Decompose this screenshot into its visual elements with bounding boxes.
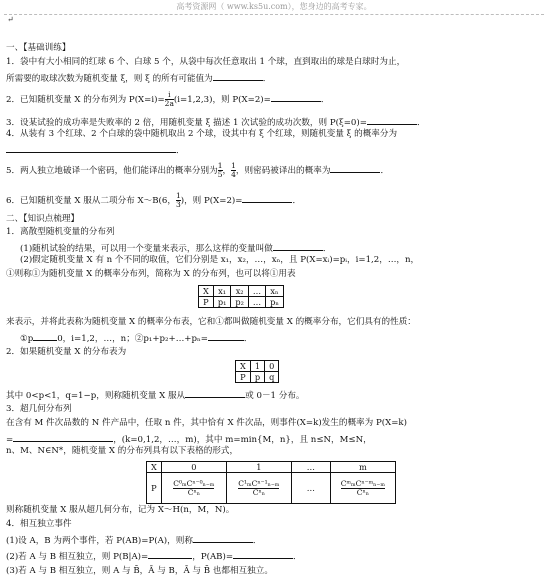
table-row: [236, 372, 279, 383]
knowledge-4-title: 4．相互独立事件: [6, 519, 72, 529]
table-cell: X: [236, 361, 251, 372]
table-cell: X: [199, 286, 214, 297]
question-2-text-b: (i=1,2,3)，则 P(X=2)=: [173, 95, 271, 105]
knowledge-4-item-3: (3)若 A 与 B 相互独立，则 A 与 B̄，Ā 与 B，Ā 与 B̄ 也都相互独立。: [6, 566, 273, 576]
knowledge-2-title: 2．如果随机变量 X 的分布表为: [6, 347, 127, 357]
section-1-title: 一、【基础训练】: [6, 43, 71, 53]
table-cell: p₂: [231, 297, 249, 308]
table-cell: …: [291, 462, 330, 473]
knowledge-3-title: 3．超几何分布列: [6, 404, 72, 414]
knowledge-1-item-1-text: (1)随机试验的结果，可以用一个变量来表示，那么这样的变量叫做: [20, 244, 273, 254]
fraction-denominator: Cⁿₙ: [356, 487, 369, 497]
question-4-line-b: ．: [6, 143, 542, 157]
knowledge-1-item-4: 来表示，并将此表称为随机变量 X 的概率分布表，它和①都叫做随机变量 X 的概率分布，它们具有的性质：: [6, 317, 416, 327]
fraction-numerator: 1: [175, 191, 181, 200]
fraction-denominator: Cⁿₙ: [187, 487, 200, 497]
answer-blank[interactable]: [185, 388, 245, 398]
table-cell: X: [147, 462, 162, 473]
knowledge-4-item-2-text-b: ，P(AB)=: [192, 552, 234, 562]
table-cell: m: [330, 462, 395, 473]
knowledge-4-item-1-text: (1)设 A，B 为两个事件，若 P(AB)=P(A)，则称: [6, 536, 193, 546]
property-2-text: 0，i=1,2，…，n；②p₁+p₂+…+pₙ=: [57, 334, 208, 344]
knowledge-1-title: 1．离散型随机变量的分布列: [6, 227, 115, 237]
fraction-numerator: 1: [231, 161, 236, 170]
knowledge-3-eq: =: [6, 435, 14, 445]
table-row: [147, 462, 396, 473]
hypergeometric-fraction: [173, 480, 214, 497]
fraction-denominator: 4: [231, 170, 236, 179]
fraction-numerator: CᵐₘCⁿ⁻ᵐₙ₋ₘ: [340, 478, 385, 488]
table-cell: x₂: [231, 286, 249, 297]
knowledge-3-line-a: 在含有 M 件次品数的 N 件产品中，任取 n 件，其中恰有 X 件次品，则事件(X=k)发生的概率为 P(X=k): [6, 418, 407, 428]
fraction-numerator: C¹ₘCⁿ⁻¹ₙ₋ₘ: [238, 478, 280, 488]
question-3-text: 3．设某试验的成功率是失败率的 2 倍，用随机变量 ξ 描述 1 次试验的成功次数，则 P(ξ=0)=: [6, 118, 367, 128]
table-cell: xₙ: [266, 286, 284, 297]
fraction-denominator: Cⁿₙ: [252, 487, 265, 497]
knowledge-1-item-1: (1)随机试验的结果，可以用一个变量来表示，那么这样的变量叫做 ．: [20, 241, 542, 255]
table-cell: …: [248, 297, 265, 308]
question-5-text-b: ，则密码被译出的概率为: [235, 166, 331, 176]
answer-blank[interactable]: [273, 241, 323, 251]
knowledge-4-item-1: (1)设 A，B 为两个事件，若 P(AB)=P(A)，则称 ．: [6, 533, 542, 547]
property-1-text: ①p: [20, 334, 34, 344]
fraction-numerator: 1: [217, 161, 223, 170]
question-1-line-a: 1．袋中有大小相同的红球 6 个、白球 5 个，从袋中每次任意取出 1 个球，直到取出的球是白球时为止，: [6, 57, 406, 67]
table-cell: …: [248, 286, 265, 297]
table-cell: …: [291, 473, 330, 504]
return-icon: ↵: [7, 15, 14, 24]
knowledge-2-text: [6, 388, 542, 402]
table-row: [147, 473, 396, 504]
question-5-text-a: 5．两人独立地破译一个密码，他们能译出的概率分别为: [6, 166, 218, 176]
fraction-denominator: 3: [175, 200, 181, 209]
answer-blank[interactable]: [193, 533, 253, 543]
knowledge-4-item-2: (2)若 A 与 B 相互独立，则 P(B|A)= ，P(AB)= ．: [6, 549, 542, 563]
table-cell: pₙ: [266, 297, 284, 308]
question-6: 6．已知随机变量 X 服从二项分布 X～B(6， $\frac{1}{3}$ )，则 P(X=2)= ．: [6, 191, 302, 209]
answer-blank[interactable]: [367, 115, 417, 125]
table-row: [236, 361, 279, 372]
knowledge-3-line-d: n、M、N∈N*，随机变量 X 的分布列具有以下表格的形式，: [6, 446, 239, 456]
knowledge-1-properties: ①p 0，i=1,2，…，n；②p₁+p₂+…+pₙ= ．: [20, 331, 542, 345]
knowledge-1-item-2: (2)假定随机变量 X 有 n 个不同的取值，它们分别是 x₁，x₂，…，xₙ，且 P(X=xᵢ)=pᵢ，i=1,2，…，n，: [20, 255, 420, 265]
knowledge-1-item-3: ①则称①为随机变量 X 的概率分布列，简称为 X 的分布列，也可以将①用表: [6, 269, 296, 279]
question-4-line-a: 4．从装有 3 个红球、2 个白球的袋中随机取出 2 个球，设其中有 ξ 个红球，则随机变量 ξ 的概率分为: [6, 129, 398, 139]
table-cell: P: [236, 372, 251, 383]
question-3: 3．设某试验的成功率是失败率的 2 倍，用随机变量 ξ 描述 1 次试验的成功次数，则 P(ξ=0)= ．: [6, 115, 542, 129]
knowledge-4-item-2-text-a: (2)若 A 与 B 相互独立，则 P(B|A)=: [6, 552, 149, 562]
question-1-line-b: 所需要的取球次数为随机变量 ξ，则 ξ 的所有可能值为 ．: [6, 71, 542, 85]
answer-blank[interactable]: [208, 331, 244, 341]
table-row: [199, 297, 284, 308]
question-1-text: 所需要的取球次数为随机变量 ξ，则 ξ 的所有可能值为: [6, 74, 213, 84]
fraction-numerator: C⁰ₘCⁿ⁻⁰ₙ₋ₘ: [173, 478, 215, 488]
table-cell: 1: [250, 361, 264, 372]
distribution-table-2: [235, 360, 279, 383]
question-6-text-b: )，则 P(X=2)=: [180, 196, 243, 206]
header-watermark: 高考资源网（ www.ks5u.com），您身边的高考专家。: [4, 0, 544, 15]
table-cell: P: [147, 473, 162, 504]
answer-blank[interactable]: [271, 92, 321, 102]
hypergeometric-fraction: [341, 480, 385, 497]
table-cell: 0: [265, 361, 279, 372]
table-cell: q: [265, 372, 279, 383]
answer-blank[interactable]: [233, 549, 293, 559]
fraction-numerator: i: [165, 91, 174, 100]
knowledge-3-text-c: ，(k=0,1,2，…，m)，其中 m=min{M，n}，且 n≤N，M≤N，: [113, 435, 372, 445]
table-row: [199, 286, 284, 297]
answer-blank[interactable]: [13, 432, 113, 442]
knowledge-2-text-a: 其中 0<p<1，q=1−p，则称随机变量 X 服从: [6, 391, 186, 401]
question-6-text-a: 6．已知随机变量 X 服从二项分布 X～B(6，: [6, 196, 176, 206]
table-cell: P: [199, 297, 214, 308]
fraction-i-over-2a: [165, 91, 174, 108]
table-cell: p₁: [213, 297, 231, 308]
distribution-table-1: [198, 285, 284, 308]
answer-blank[interactable]: [33, 331, 57, 341]
knowledge-3-conclusion: 则称随机变量 X 服从超几何分布，记为 X～H(n，M，N)。: [6, 505, 235, 515]
table-cell: [161, 473, 226, 504]
fraction-denominator: 2a: [164, 99, 174, 108]
section-2-title: 二、【知识点梳理】: [6, 214, 80, 224]
answer-blank[interactable]: [6, 143, 176, 153]
table-cell: [226, 473, 291, 504]
hypergeometric-table: [146, 461, 396, 504]
question-2: 2．已知随机变量 X 的分布列为 P(X=i)= $\frac{i}{2a}$ (i=1,2,3)，则 P(X=2)= ．: [6, 90, 330, 108]
knowledge-3-line-b: [6, 432, 542, 446]
table-cell: 0: [161, 462, 226, 473]
answer-blank[interactable]: [213, 71, 263, 81]
fraction-1-5: [218, 162, 223, 179]
knowledge-2-text-b: 或 0－1 分布。: [245, 391, 305, 401]
table-cell: x₁: [213, 286, 231, 297]
hypergeometric-fraction: [238, 480, 279, 497]
table-cell: p: [250, 372, 264, 383]
fraction-denominator: 5: [217, 170, 223, 179]
answer-blank[interactable]: [242, 193, 292, 203]
answer-blank[interactable]: [148, 549, 192, 559]
question-2-text-a: 2．已知随机变量 X 的分布列为 P(X=i)=: [6, 95, 165, 105]
answer-blank[interactable]: [330, 163, 380, 173]
question-5: 5．两人独立地破译一个密码，他们能译出的概率分别为 $\frac{1}{5}$ ， $\frac{1}{4}$ ，则密码被译出的概率为 ．: [6, 161, 390, 179]
table-cell: 1: [226, 462, 291, 473]
table-cell: [330, 473, 395, 504]
